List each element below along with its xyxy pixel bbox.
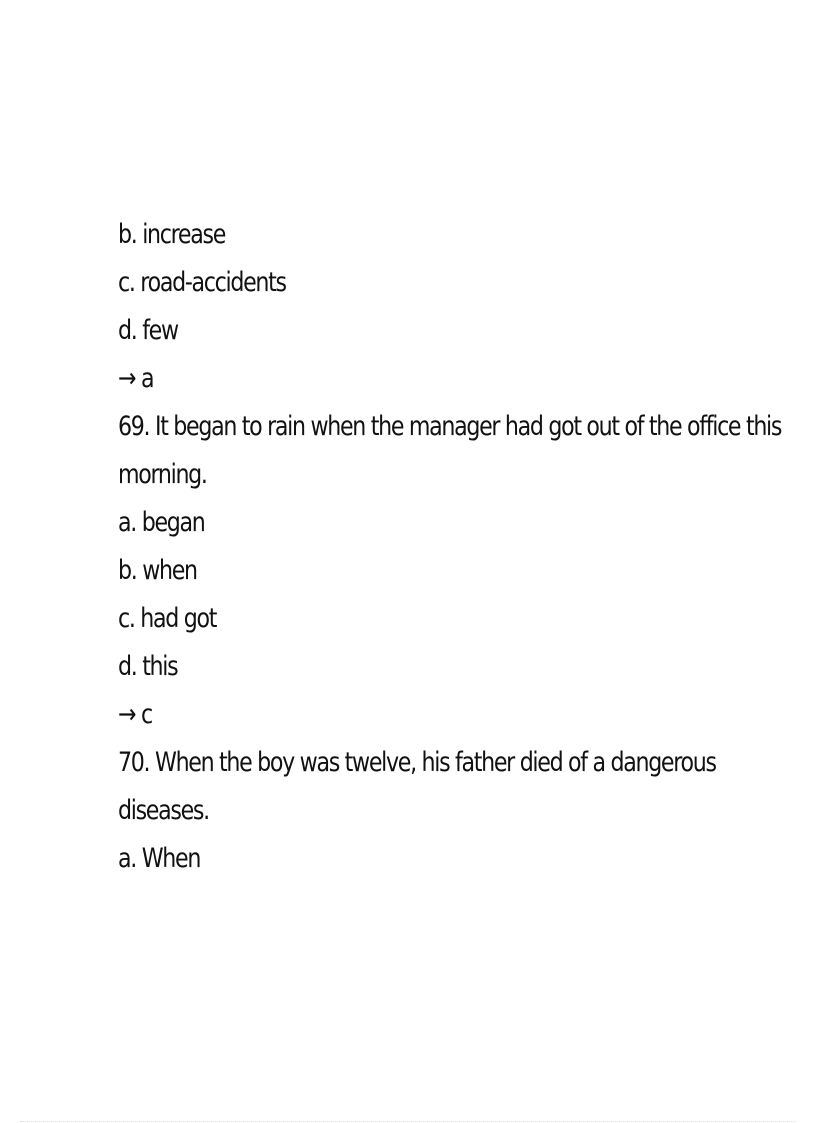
page-bottom-divider [20, 1121, 796, 1122]
option-c-had-got: c. had got [118, 603, 217, 634]
question-70: 70. When the boy was twelve, his father died of a dangerous [118, 747, 716, 778]
question-69: 69. It began to rain when the manager had got out of the office this [118, 411, 782, 442]
option-d-few: d. few [118, 315, 178, 346]
option-a-when: a. When [118, 843, 201, 874]
answer-line: → c [118, 699, 152, 730]
question-69-continued: morning. [118, 459, 207, 490]
option-c-road-accidents: c. road-accidents [118, 267, 286, 298]
question-70-continued: diseases. [118, 795, 209, 826]
answer-line: → a [118, 363, 154, 394]
option-d-this: d. this [118, 651, 178, 682]
option-b-increase: b. increase [118, 219, 226, 250]
option-b-when: b. when [118, 555, 197, 586]
option-a-began: a. began [118, 507, 205, 538]
document-body [118, 211, 782, 883]
